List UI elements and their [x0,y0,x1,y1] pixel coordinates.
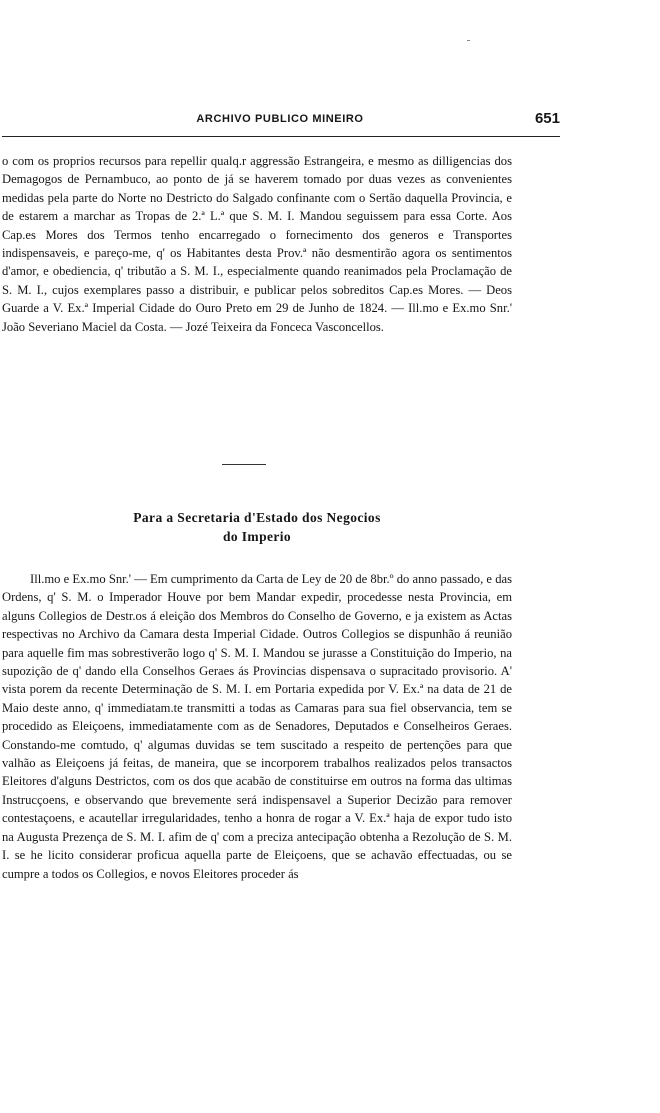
header-rule [2,136,560,137]
section-divider [222,464,266,465]
section-title [2,508,512,546]
page-number: 651 [534,110,560,127]
scan-speck [467,40,470,41]
section-title-line-1: Para a Secretaria d'Estado dos Negocios [133,510,381,525]
paragraph-letter-body: Ill.mo e Ex.mo Snr.' — Em cumprimento da Carta de Ley de 20 de 8br.º do anno passado, e das Ordens, q' S. M. o Imperador Houve por bem Mandar expedir, procedesse nesta Provincia, em alguns Collegios de Destr.os á eleição dos Membros do Conselho de Governo, e ja existem as Actas respectivas no Archivo da Camara desta Imperial Cidade. Outros Collegios se dispunhão á reunião para aquelle fim mas sobrestiverão logo q' S. M. I. Mandou se jurasse a Constituição do Imperio, na supozição de q' dando ella Conselhos Geraes ás Provincias dispensava o supracitado provisorio. A' vista porem da recente Determinação de S. M. I. em Portaria expedida por V. Ex.ª na data de 21 de Maio deste anno, q' immediatam.te transmitti a todas as Camaras para sua fiel observancia, tem se procedido as Eleiçoens, immediatamente com as de Senadores, Deputados e Conselheiros Geraes. Constando-me comtudo, q' algumas duvidas se tem suscitado a respeito de pertenções para que valhão as Eleiçoens já feitas, de maneira, que se incorporem trabalhos realizados pelos transactos Eleitores d'alguns Destrictos, com os dos que acabão de constituirse em outros na forma das ultimas Instrucçoens, e observando que brevemente será indispensavel a Superior Decizão para remover contestaçoens, e acautellar irregularidades, tenho a honra de rogar a V. Ex.ª haja de expor tudo isto na Augusta Prezença de S. M. I. afim de q' com a preciza antecipação obtenha a Rezolução de S. M. I. se he licito considerar proficua aquella parte de Eleiçoens, que se achavão effectuadas, ou se cumpre a todos os Collegios, e novos Eleitores proceder ás [2,572,512,881]
paragraph-letter-end: o com os proprios recursos para repellir qualq.r aggressão Estrangeira, e mesmo as dilligencias dos Demagogos de Pernambuco, ao ponto de já se haverem tomado por duas vezes as convenientes medidas pela parte do Norte no Destricto do Salgado confinante com o Sertão daquella Provincia, e de estarem a marchar as Tropas de 2.ª L.ª que S. M. I. Mandou seguissem para essa Corte. Aos Cap.es Mores dos Termos tenho encarregado o fornecimento dos generos e Transportes indispensaveis, e pareço-me, q' os Habitantes desta Prov.ª não desmentirão agora os sentimentos d'amor, e obediencia, q' tributão a S. M. I., especialmente quando reanimados pela Proclamação de S. M. I., cujos exemplares passo a distribuir, e publicar pelos sobreditos Cap.es Mores. — Deos Guarde a V. Ex.ª Imperial Cidade do Ouro Preto em 29 de Junho de 1824. — Ill.mo e Ex.mo Snr.' João Severiano Maciel da Costa. — Jozé Teixeira da Fonceca Vasconcellos. [2,154,512,334]
header-title: ARCHIVO PUBLICO MINEIRO [196,113,364,125]
section-title-line-2: do Imperio [222,529,292,544]
running-header [0,110,560,135]
